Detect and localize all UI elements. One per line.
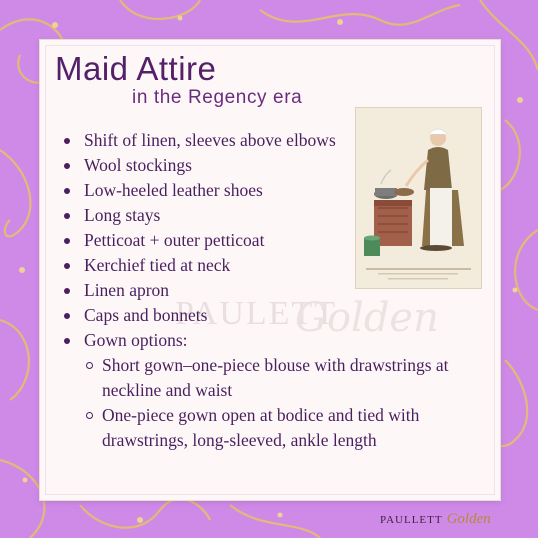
- watermark-text: PAULETT: [175, 295, 337, 332]
- list-item-text: Kerchief tied at neck: [84, 255, 231, 275]
- sub-list-item-text: One-piece gown open at bodice and tied with drawstrings, long-sleeved, ankle length: [102, 405, 420, 450]
- bullet-icon: [64, 138, 70, 144]
- page-subtitle: in the Regency era: [132, 87, 303, 108]
- bullet-icon: [64, 188, 70, 194]
- gown-options-list: [82, 353, 472, 453]
- maid-cooking-image: [356, 108, 481, 288]
- list-item-text: Shift of linen, sleeves above elbows: [84, 130, 336, 150]
- content-card: [40, 40, 500, 500]
- bullet-icon: [64, 263, 70, 269]
- bullet-icon: [64, 313, 70, 319]
- brand-script: Golden: [446, 511, 491, 527]
- list-item: [64, 328, 472, 453]
- bullet-icon: [64, 338, 70, 344]
- list-item-text: Long stays: [84, 205, 161, 225]
- list-item-text: Low-heeled leather shoes: [84, 180, 263, 200]
- list-item-text: Wool stockings: [84, 155, 192, 175]
- circle-bullet-icon: [86, 412, 93, 419]
- sub-list-item: [82, 403, 472, 453]
- list-item-text: Gown options:: [84, 330, 188, 350]
- bullet-icon: [64, 213, 70, 219]
- maid-illustration: [355, 107, 482, 289]
- circle-bullet-icon: [86, 362, 93, 369]
- list-item: [64, 303, 472, 328]
- sub-list-item-text: Short gown–one-piece blouse with drawstrings at neckline and waist: [102, 355, 449, 400]
- brand-logo: [380, 510, 491, 528]
- brand-name: PAULLETT: [380, 514, 443, 526]
- list-item-text: Caps and bonnets: [84, 305, 208, 325]
- sub-list-item: [82, 353, 472, 403]
- list-item-text: Petticoat + outer petticoat: [84, 230, 265, 250]
- list-item-text: Linen apron: [84, 280, 170, 300]
- page-title: Maid Attire: [55, 50, 217, 87]
- bullet-icon: [64, 163, 70, 169]
- bullet-icon: [64, 238, 70, 244]
- watermark-script: Golden: [295, 295, 439, 341]
- bullet-icon: [64, 288, 70, 294]
